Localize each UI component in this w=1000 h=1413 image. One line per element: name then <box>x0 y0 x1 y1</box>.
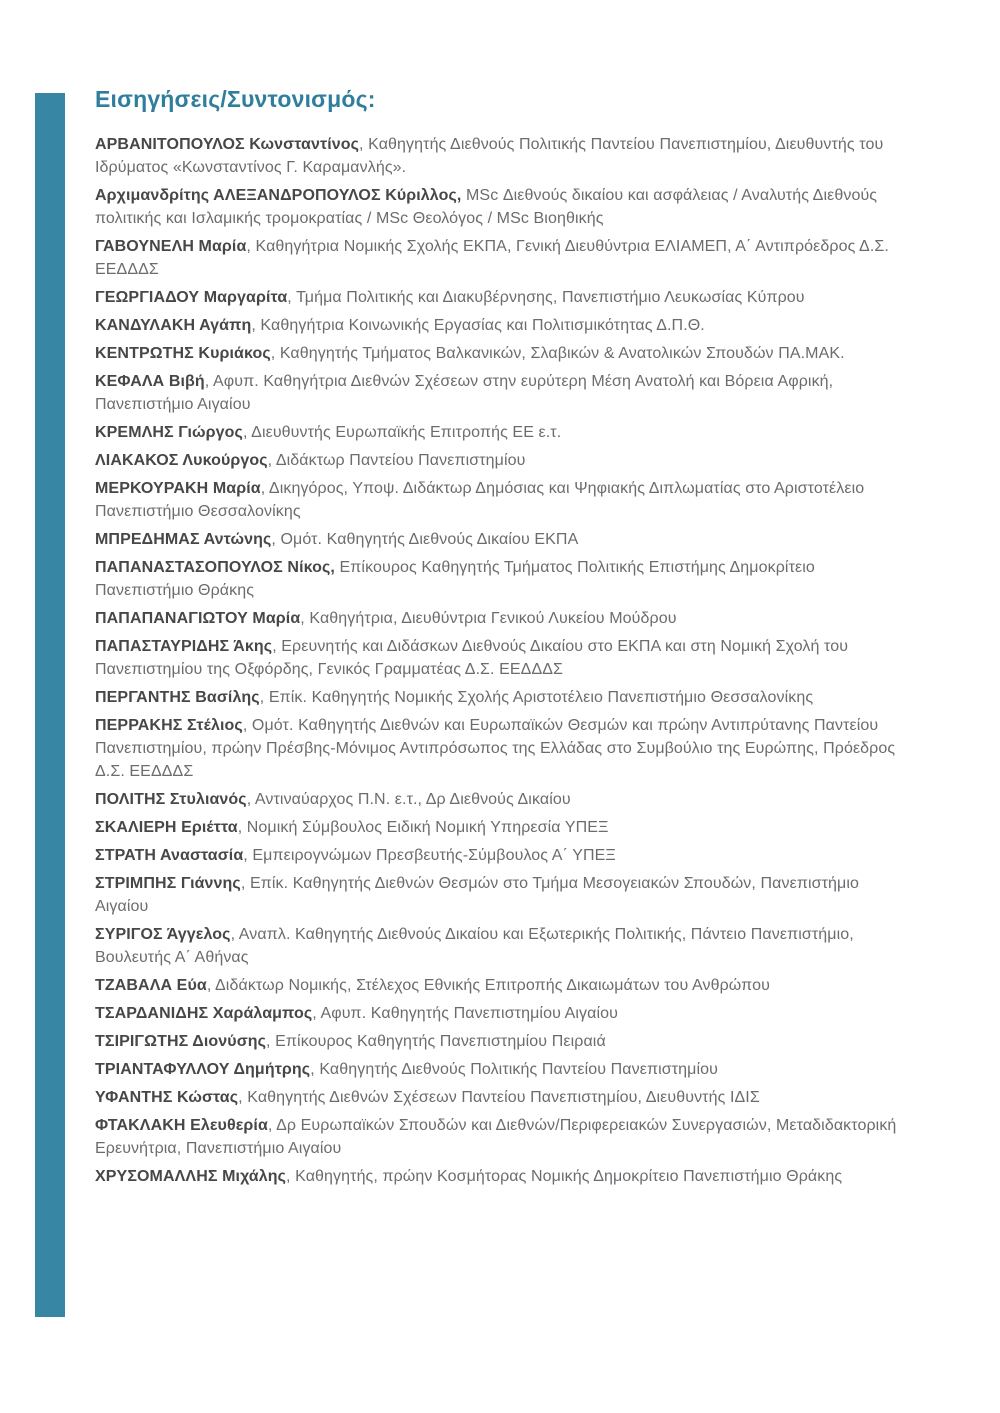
speaker-description: , Δικηγόρος, Υποψ. Διδάκτωρ Δημόσιας και Ψηφιακής Διπλωματίας στο Αριστοτέλειο Πανεπιστήμιο Θεσσαλονίκης <box>95 480 865 520</box>
speaker-entry <box>95 314 913 337</box>
speaker-description: , Καθηγητής Διεθνούς Πολιτικής Παντείου Πανεπιστημίου, Διευθυντής του Ιδρύματος «Κωνσταντίνος Γ. Καραμανλής». <box>95 136 884 176</box>
speaker-entry <box>95 556 913 602</box>
speaker-name: ΠΑΠΑΣΤΑΥΡΙΔΗΣ Άκης <box>95 638 273 655</box>
speaker-entry <box>95 686 913 709</box>
speaker-name: ΦΤΑΚΛΑΚΗ Ελευθερία <box>95 1117 268 1134</box>
speaker-entry <box>95 1114 913 1160</box>
speaker-description: , Νομική Σύμβουλος Ειδική Νομική Υπηρεσία ΥΠΕΞ <box>237 819 609 836</box>
speaker-name: ΚΕΝΤΡΩΤΗΣ Κυριάκος <box>95 345 271 362</box>
speaker-name: ΠΟΛΙΤΗΣ Στυλιανός <box>95 791 247 808</box>
speaker-name: ΜΠΡΕΔΗΜΑΣ Αντώνης <box>95 531 272 548</box>
speaker-description: , Επίκ. Καθηγητής Νομικής Σχολής Αριστοτέλειο Πανεπιστήμιο Θεσσαλονίκης <box>259 689 814 706</box>
speaker-description: , Καθηγητής, πρώην Κοσμήτορας Νομικής Δημοκρίτειο Πανεπιστήμιο Θράκης <box>286 1168 843 1185</box>
speaker-description: Επίκουρος Καθηγητής Τμήματος Πολιτικής Επιστήμης Δημοκρίτειο Πανεπιστήμιο Θράκης <box>95 559 815 599</box>
speaker-name: ΧΡΥΣΟΜΑΛΛΗΣ Μιχάλης <box>95 1168 287 1185</box>
speaker-description: , Καθηγήτρια, Διευθύντρια Γενικού Λυκείου Μούδρου <box>300 610 677 627</box>
speaker-description: , Καθηγήτρια Νομικής Σχολής ΕΚΠΑ, Γενική Διευθύντρια ΕΛΙΑΜΕΠ, Α΄ Αντιπρόεδρος Δ.Σ. ΕΕΔΔΔΣ <box>95 238 889 278</box>
speaker-name: ΣΤΡΙΜΠΗΣ Γιάννης <box>95 875 241 892</box>
speakers-list <box>95 133 913 1188</box>
speaker-description: , Δρ Ευρωπαϊκών Σπουδών και Διεθνών/Περιφερειακών Συνεργασιών, Μεταδιδακτορική Ερευνήτρια, Πανεπιστήμιο Αιγαίου <box>95 1117 897 1157</box>
speaker-name: ΓΑΒΟΥΝΕΛΗ Μαρία <box>95 238 247 255</box>
speaker-entry <box>95 1002 913 1025</box>
speaker-description: , Καθηγητής Διεθνούς Πολιτικής Παντείου Πανεπιστημίου <box>310 1061 719 1078</box>
content-area <box>95 86 913 1193</box>
speaker-name: Αρχιμανδρίτης ΑΛΕΞΑΝΔΡΟΠΟΥΛΟΣ Κύριλλος, <box>95 187 462 204</box>
speaker-name: ΠΑΠΑΠΑΝΑΓΙΩΤΟΥ Μαρία <box>95 610 301 627</box>
speaker-description: , Καθηγητής Τμήματος Βαλκανικών, Σλαβικών & Ανατολικών Σπουδών ΠΑ.ΜΑΚ. <box>270 345 845 362</box>
speaker-entry <box>95 923 913 969</box>
speaker-description: , Διευθυντής Ευρωπαϊκής Επιτροπής ΕΕ ε.τ. <box>242 424 562 441</box>
speaker-description: , Αφυπ. Καθηγήτρια Διεθνών Σχέσεων στην ευρύτερη Μέση Ανατολή και Βόρεια Αφρική, Πανεπιστήμιο Αιγαίου <box>95 373 834 413</box>
speaker-description: MSc Διεθνούς δικαίου και ασφάλειας / Αναλυτής Διεθνούς πολιτικής και Ισλαμικής τρομοκρατίας / MSc Θεολόγος / MSc Βιοηθικής <box>95 187 878 227</box>
speaker-name: ΥΦΑΝΤΗΣ Κώστας <box>95 1089 239 1106</box>
speaker-name: ΤΡΙΑΝΤΑΦΥΛΛΟΥ Δημήτρης <box>95 1061 311 1078</box>
speaker-entry <box>95 635 913 681</box>
speaker-name: ΓΕΩΡΓΙΑΔΟΥ Μαργαρίτα <box>95 289 288 306</box>
speaker-entry <box>95 235 913 281</box>
section-heading: Εισηγήσεις/Συντονισμός: <box>95 86 376 112</box>
speaker-name: ΚΕΦΑΛΑ Βιβή <box>95 373 205 390</box>
speaker-description: , Εμπειρογνώμων Πρεσβευτής-Σύμβουλος Α΄ ΥΠΕΞ <box>243 847 616 864</box>
speaker-entry <box>95 477 913 523</box>
speaker-name: ΠΕΡΓΑΝΤΗΣ Βασίλης <box>95 689 260 706</box>
speaker-name: ΠΕΡΡΑΚΗΣ Στέλιος <box>95 717 243 734</box>
speaker-name: ΤΣΑΡΔΑΝΙΔΗΣ Χαράλαμπος <box>95 1005 313 1022</box>
left-accent-bar <box>35 93 65 1317</box>
speaker-entry <box>95 286 913 309</box>
speaker-description: , Ομότ. Καθηγητής Διεθνούς Δικαίου ΕΚΠΑ <box>271 531 579 548</box>
speaker-description: , Αναπλ. Καθηγητής Διεθνούς Δικαίου και Εξωτερικής Πολιτικής, Πάντειο Πανεπιστήμιο, Βουλευτής Α΄ Αθήνας <box>95 926 854 966</box>
speaker-entry <box>95 449 913 472</box>
speaker-description: , Αφυπ. Καθηγητής Πανεπιστημίου Αιγαίου <box>312 1005 618 1022</box>
speaker-description: , Διδάκτωρ Παντείου Πανεπιστημίου <box>267 452 526 469</box>
speaker-entry <box>95 788 913 811</box>
speaker-entry <box>95 1030 913 1053</box>
speaker-entry <box>95 872 913 918</box>
speaker-name: ΤΖΑΒΑΛΑ Εύα <box>95 977 207 994</box>
speaker-description: , Τμήμα Πολιτικής και Διακυβέρνησης, Πανεπιστήμιο Λευκωσίας Κύπρου <box>287 289 805 306</box>
speaker-description: , Ομότ. Καθηγητής Διεθνών και Ευρωπαϊκών Θεσμών και πρώην Αντιπρύτανης Παντείου Πανεπιστημίου, πρώην Πρέσβης-Μόνιμος Αντιπρόσωπος της Ελλάδας στο Συμβούλιο της Ευρώπης, Πρόεδρος Δ.Σ. ΕΕΔΔΔΣ <box>95 717 896 780</box>
speaker-description: , Επίκ. Καθηγητής Διεθνών Θεσμών στο Τμήμα Μεσογειακών Σπουδών, Πανεπιστήμιο Αιγαίου <box>95 875 859 915</box>
speaker-entry <box>95 714 913 783</box>
speaker-entry <box>95 816 913 839</box>
speaker-name: ΚΡΕΜΛΗΣ Γιώργος <box>95 424 243 441</box>
speaker-name: ΚΑΝΔΥΛΑΚΗ Αγάπη <box>95 317 252 334</box>
speaker-entry <box>95 607 913 630</box>
speaker-entry <box>95 528 913 551</box>
speaker-description: , Αντιναύαρχος Π.Ν. ε.τ., Δρ Διεθνούς Δικαίου <box>246 791 571 808</box>
speaker-entry <box>95 184 913 230</box>
speaker-entry <box>95 974 913 997</box>
speaker-name: ΤΣΙΡΙΓΩΤΗΣ Διονύσης <box>95 1033 267 1050</box>
speaker-description: , Καθηγήτρια Κοινωνικής Εργασίας και Πολιτισμικότητας Δ.Π.Θ. <box>251 317 705 334</box>
speaker-entry <box>95 133 913 179</box>
speaker-description: , Καθηγητής Διεθνών Σχέσεων Παντείου Πανεπιστημίου, Διευθυντής ΙΔΙΣ <box>238 1089 760 1106</box>
speaker-name: ΣΚΑΛΙΕΡΗ Εριέττα <box>95 819 238 836</box>
speaker-name: ΣΥΡΙΓΟΣ Άγγελος <box>95 926 231 943</box>
speaker-entry <box>95 421 913 444</box>
speaker-description: , Ερευνητής και Διδάσκων Διεθνούς Δικαίου στο ΕΚΠΑ και στη Νομική Σχολή του Πανεπιστημίου της Οξφόρδης, Γενικός Γραμματέας Δ.Σ. ΕΕΔΔΔΣ <box>95 638 849 678</box>
speaker-entry <box>95 844 913 867</box>
speaker-name: ΛΙΑΚΑΚΟΣ Λυκούργος <box>95 452 268 469</box>
speaker-entry <box>95 1058 913 1081</box>
speaker-entry <box>95 342 913 365</box>
speaker-description: , Επίκουρος Καθηγητής Πανεπιστημίου Πειραιά <box>266 1033 606 1050</box>
speaker-name: ΠΑΠΑΝΑΣΤΑΣΟΠΟΥΛΟΣ Νίκος, <box>95 559 335 576</box>
speaker-entry <box>95 1165 913 1188</box>
speaker-name: ΜΕΡΚΟΥΡΑΚΗ Μαρία <box>95 480 261 497</box>
speaker-description: , Διδάκτωρ Νομικής, Στέλεχος Εθνικής Επιτροπής Δικαιωμάτων του Ανθρώπου <box>206 977 770 994</box>
speaker-name: ΑΡΒΑΝΙΤΟΠΟΥΛΟΣ Κωνσταντίνος <box>95 136 360 153</box>
speaker-entry <box>95 370 913 416</box>
speaker-entry <box>95 1086 913 1109</box>
speaker-name: ΣΤΡΑΤΗ Αναστασία <box>95 847 244 864</box>
